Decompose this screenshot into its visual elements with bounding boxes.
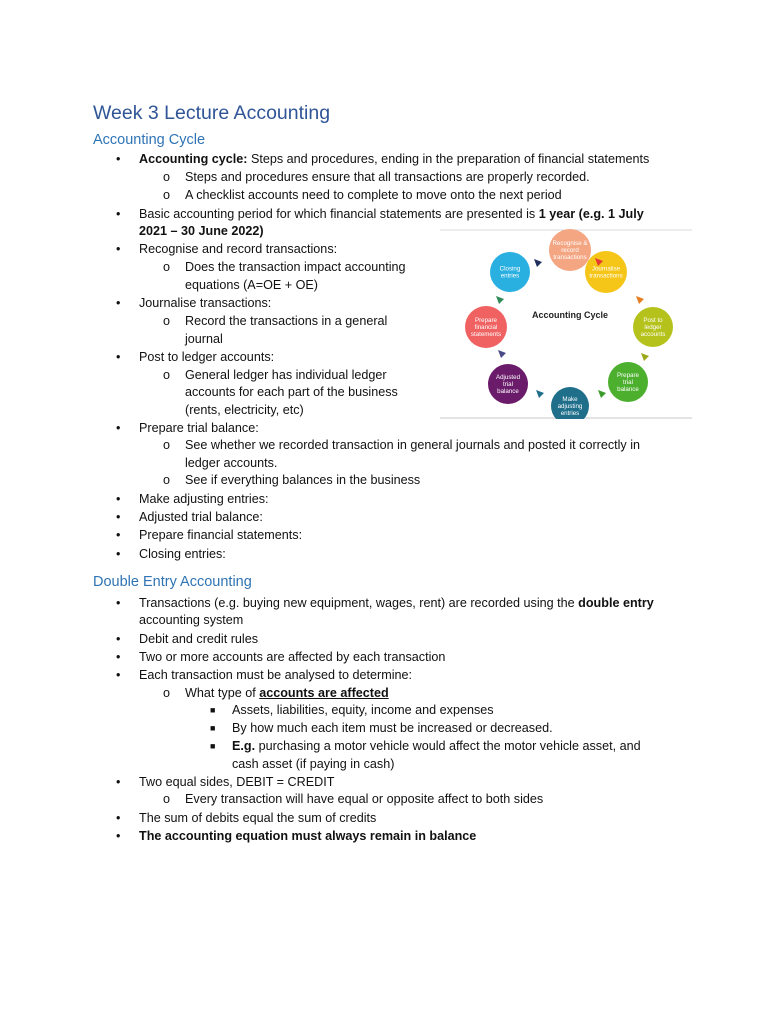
list-item-transactions: Transactions (e.g. buying new equipment, wages, rent) are recorded using the double entry xyxy=(139,596,654,610)
sub-bullet: o xyxy=(163,188,171,202)
bullet: • xyxy=(116,207,121,221)
bullet: • xyxy=(116,510,121,524)
sub-sub-item: E.g. purchasing a motor vehicle would affect the motor vehicle asset, and xyxy=(232,739,641,753)
accounting-cycle-svg xyxy=(440,229,692,419)
cycle-node-label: Make adjusting entries xyxy=(557,396,583,417)
sub-bullet: o xyxy=(163,792,171,806)
list-item-equation: The accounting equation must always remain in balance xyxy=(139,829,477,843)
square-bullet: ■ xyxy=(210,705,216,715)
cycle-node-label: Prepare financial statements xyxy=(470,317,502,338)
sub-item: See whether we recorded transaction in general journals and posted it correctly in xyxy=(185,438,641,452)
section-heading-double-entry: Double Entry Accounting xyxy=(93,574,252,590)
sub-sub-item: By how much each item must be increased or decreased. xyxy=(232,721,553,735)
cycle-node-label: Recognise & record transactions xyxy=(552,240,588,261)
list-item-period: Basic accounting period for which financial statements are presented is 1 year (e.g. 1 July xyxy=(139,207,644,221)
bullet: • xyxy=(116,296,121,310)
cycle-arrow xyxy=(534,259,542,267)
sub-item: General ledger has individual ledger xyxy=(185,368,387,382)
sub-item-cont: equations (A=OE + OE) xyxy=(185,278,319,292)
list-item-period-cont: 2021 – 30 June 2022) xyxy=(139,224,264,238)
accounting-cycle-diagram xyxy=(440,229,692,419)
cycle-arrow xyxy=(636,296,644,304)
list-item-transactions-cont: accounting system xyxy=(139,613,244,627)
list-item-closing: Closing entries: xyxy=(139,547,226,561)
bullet: • xyxy=(116,528,121,542)
cycle-node-label: Prepare trial balance xyxy=(616,372,640,393)
sub-bullet: o xyxy=(163,686,171,700)
list-item-recognise: Recognise and record transactions: xyxy=(139,242,338,256)
sub-item-cont: ledger accounts. xyxy=(185,456,278,470)
bullet: • xyxy=(116,421,121,435)
square-bullet: ■ xyxy=(210,723,216,733)
sub-item-cont: (rents, electricity, etc) xyxy=(185,403,304,417)
sub-bullet: o xyxy=(163,260,171,274)
sub-item: Record the transactions in a general xyxy=(185,314,388,328)
bullet: • xyxy=(116,152,121,166)
square-bullet: ■ xyxy=(210,741,216,751)
cycle-arrow xyxy=(598,390,606,398)
list-item-trial: Prepare trial balance: xyxy=(139,421,259,435)
sub-item: Does the transaction impact accounting xyxy=(185,260,406,274)
bullet: • xyxy=(116,596,121,610)
list-item-financial: Prepare financial statements: xyxy=(139,528,303,542)
sub-bullet: o xyxy=(163,473,171,487)
sub-sub-item-cont: cash asset (if paying in cash) xyxy=(232,757,395,771)
list-item-debit-credit: Debit and credit rules xyxy=(139,632,259,646)
cycle-node-label: Adjusted trial balance xyxy=(495,374,521,395)
sub-item: A checklist accounts need to complete to move onto the next period xyxy=(185,188,562,202)
sub-bullet: o xyxy=(163,314,171,328)
cycle-node-label: Journalise transactions xyxy=(589,265,623,280)
bullet: • xyxy=(116,242,121,256)
sub-bullet: o xyxy=(163,368,171,382)
sub-item: Every transaction will have equal or opposite affect to both sides xyxy=(185,792,544,806)
list-item-adjusted-trial: Adjusted trial balance: xyxy=(139,510,263,524)
bullet: • xyxy=(116,811,121,825)
page-title: Week 3 Lecture Accounting xyxy=(93,102,331,124)
list-item-analysed: Each transaction must be analysed to determine: xyxy=(139,668,413,682)
diagram-center-label: Accounting Cycle xyxy=(531,310,609,320)
cycle-node-label: Closing entries xyxy=(499,265,521,280)
sub-bullet: o xyxy=(163,170,171,184)
list-item-journalise: Journalise transactions: xyxy=(139,296,272,310)
sub-item-what-type: What type of accounts are affected xyxy=(185,686,389,700)
cycle-arrow xyxy=(641,353,649,361)
list-item-adjusting: Make adjusting entries: xyxy=(139,492,269,506)
bullet: • xyxy=(116,350,121,364)
cycle-arrow xyxy=(498,350,506,358)
cycle-arrow xyxy=(496,296,504,304)
sub-bullet: o xyxy=(163,438,171,452)
list-item-post: Post to ledger accounts: xyxy=(139,350,275,364)
sub-sub-item: Assets, liabilities, equity, income and expenses xyxy=(232,703,494,717)
bullet: • xyxy=(116,547,121,561)
bullet: • xyxy=(116,492,121,506)
sub-item-cont: journal xyxy=(185,332,223,346)
list-item-sum: The sum of debits equal the sum of credits xyxy=(139,811,377,825)
cycle-arrow xyxy=(536,390,544,398)
bullet: • xyxy=(116,775,121,789)
bullet: • xyxy=(116,632,121,646)
list-item-two-equal: Two equal sides, DEBIT = CREDIT xyxy=(139,775,335,789)
list-item-accounting-cycle: Accounting cycle: Steps and procedures, ending in the preparation of financial statements xyxy=(139,152,650,166)
sub-item: See if everything balances in the business xyxy=(185,473,421,487)
cycle-node-label: Post to ledger accounts xyxy=(640,317,666,338)
bullet: • xyxy=(116,829,121,843)
section-heading-accounting-cycle: Accounting Cycle xyxy=(93,132,206,148)
list-item-two-or-more: Two or more accounts are affected by each transaction xyxy=(139,650,446,664)
sub-item: Steps and procedures ensure that all transactions are properly recorded. xyxy=(185,170,590,184)
bullet: • xyxy=(116,650,121,664)
sub-item-cont: accounts for each part of the business xyxy=(185,385,398,399)
bullet: • xyxy=(116,668,121,682)
